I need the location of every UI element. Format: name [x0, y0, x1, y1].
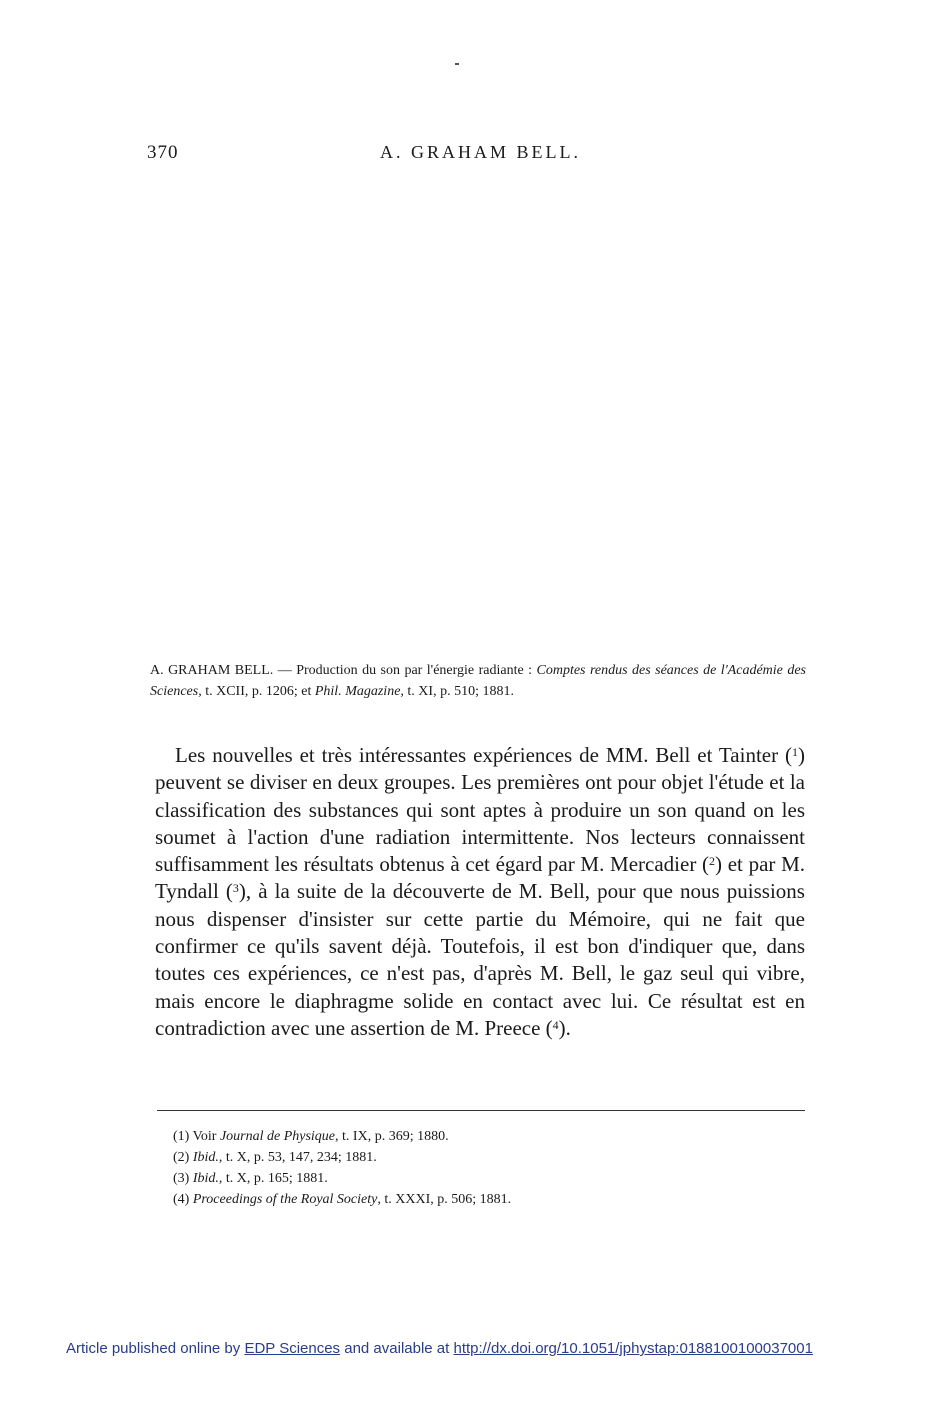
citation-journal: Comptes rendus des séances de l'Académie des Sciences	[150, 663, 807, 699]
citation-reference: , t. XCII, p. 1206; et	[198, 684, 315, 699]
footnote-ref-2[interactable]: 2	[709, 854, 716, 869]
footnote-item	[173, 1189, 793, 1210]
footnote-journal: Ibid.	[192, 1171, 219, 1186]
footnote-text: Voir	[192, 1129, 220, 1144]
footnote-ref-1[interactable]: 1	[792, 745, 798, 759]
citation-author: A. GRAHAM BELL.	[150, 663, 274, 678]
running-head: A. GRAHAM BELL.	[380, 142, 581, 162]
footnote-journal: Ibid.	[192, 1150, 219, 1165]
body-text-segment: Les nouvelles et très intéressantes expériences de MM. Bell et Tainter (	[175, 743, 792, 767]
body-paragraph	[155, 742, 805, 1042]
bibliographic-citation	[150, 660, 806, 702]
footnotes-list	[173, 1126, 793, 1210]
scan-speck	[455, 63, 459, 65]
publisher-link[interactable]: EDP Sciences	[244, 1340, 341, 1357]
footnote-reference: , t. X, p. 53, 147, 234; 1881.	[218, 1150, 377, 1165]
footnote-journal: Journal de Physique	[219, 1129, 336, 1144]
body-text-segment: ) et par M. Tyndall (	[155, 852, 805, 904]
body-text-segment: ).	[558, 1015, 571, 1040]
footnote-reference: , t. X, p. 165; 1881.	[218, 1171, 328, 1186]
footer-middle: and available at	[340, 1340, 454, 1357]
footnote-mark: (4)	[173, 1192, 190, 1207]
footnote-reference: , t. IX, p. 369; 1880.	[335, 1129, 449, 1144]
citation-title: Production du son par l'énergie radiante :	[296, 663, 537, 678]
citation-journal-2: Phil. Magazine	[314, 684, 401, 699]
citation-reference-2: , t. XI, p. 510; 1881.	[400, 684, 514, 699]
footnote-reference: , t. XXXI, p. 506; 1881.	[377, 1192, 512, 1207]
body-text-segment: ) peuvent se diviser en deux groupes. Les premières ont pour objet l'étude et la classification des substances qui sont aptes à produire un son quand on les soumet à l'action d'une radiation intermittente. Nos lecteurs connaissent suffisamment les résultats obtenus à cet égard par M. Mercadier (	[155, 743, 805, 877]
footnote-mark: (3)	[173, 1171, 190, 1186]
footnote-divider	[157, 1110, 805, 1111]
footer-prefix: Article published online by	[66, 1340, 245, 1357]
footnote-ref-3[interactable]: 3	[232, 881, 239, 896]
footnote-mark: (1)	[173, 1129, 190, 1144]
footnote-ref-4[interactable]: 4	[552, 1017, 559, 1032]
footnote-item	[173, 1168, 793, 1189]
body-text-segment: ), à la suite de la découverte de M. Bell, pour que nous puissions nous dispenser d'insister sur cette partie du Mémoire, qui ne fait que confirmer ce qu'ils savent déjà. Toutefois, il est bon d'indiquer que, dans toutes ces expériences, ce n'est pas, d'après M. Bell, le gaz seul qui vibre, mais encore le diaphragme solide en contact avec lui. Ce résultat est en contradiction avec une assertion de M. Preece (	[155, 879, 805, 1040]
footnote-journal: Proceedings of the Royal Society	[192, 1192, 378, 1207]
footnote-mark: (2)	[173, 1150, 190, 1165]
footnote-item	[173, 1147, 793, 1168]
publisher-footer	[66, 1340, 866, 1357]
page-number: 370	[147, 142, 179, 163]
footnote-item	[173, 1126, 793, 1147]
citation-dash: —	[273, 663, 297, 678]
doi-link[interactable]: http://dx.doi.org/10.1051/jphystap:0188100100037001	[453, 1340, 813, 1357]
